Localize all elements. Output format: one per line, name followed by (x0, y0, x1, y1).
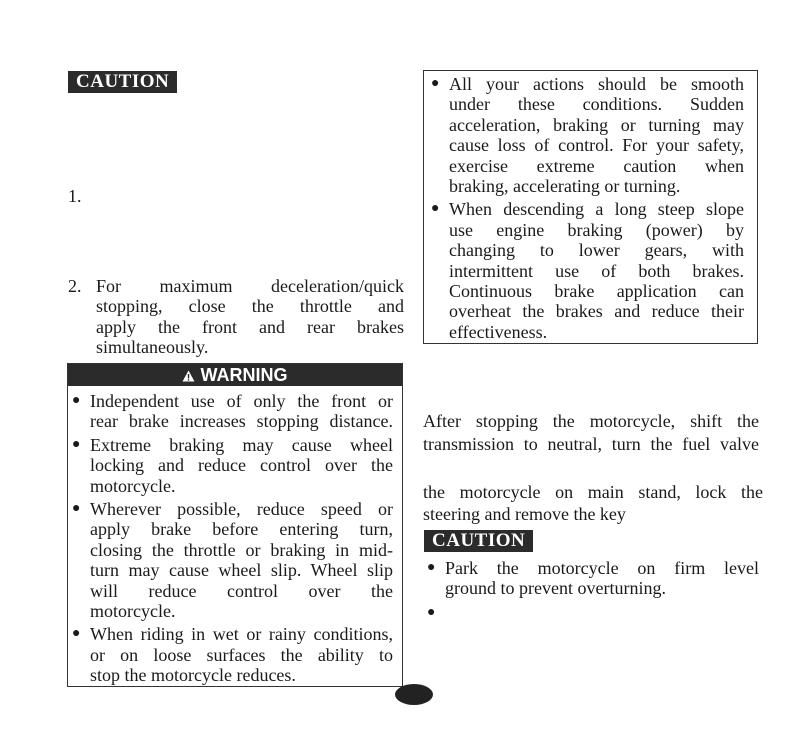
riding-tip-item: ● All your actions should be smooth under these conditions. Sudden acceleration, braking or turning may cause loss of control. For your safety, exercise extreme caution when braking, accelerating or turning. (431, 74, 744, 197)
parking-line: the motorcycle on main stand, lock the (423, 482, 763, 502)
bullet-icon: ● (72, 501, 81, 517)
warning-item: ● When riding in wet or rainy conditions, or on loose surfaces the ability to stop the motorcycle reduces. (72, 624, 393, 686)
bullet-icon: ● (431, 76, 440, 91)
caution-label-left: CAUTION (68, 71, 177, 93)
warning-triangle-icon (182, 370, 195, 382)
caution-label-right: CAUTION (424, 530, 533, 552)
parking-line: transmission to neutral, turn the fuel valve (423, 434, 759, 454)
warning-item: ● Wherever possible, reduce speed or apply brake before entering turn, closing the throttle or braking in mid- turn may cause wheel slip. Wheel slip will reduce control over the motorcycle. (72, 499, 393, 622)
parking-caution-item: ● Park the motorcycle on firm level ground to prevent overturning. (427, 558, 759, 599)
step-2-line: simultaneously. (96, 337, 209, 358)
step-1-number: 1. (68, 186, 82, 206)
step-2-text (96, 276, 404, 358)
warning-box (67, 363, 403, 687)
parking-text-top (423, 410, 759, 456)
step-2-line: For maximum deceleration/quick (96, 276, 404, 296)
bullet-icon: ● (427, 604, 436, 620)
parking-text-bottom (423, 481, 763, 525)
warning-list (68, 386, 402, 686)
parking-caution-list (423, 558, 759, 620)
riding-tip-item: ● When descending a long steep slope use engine braking (power) by changing to lower gears, with intermittent use of both brakes. Continuous brake application can overheat the brakes and reduce their effectiveness. (431, 199, 744, 342)
warning-title: WARNING (200, 365, 288, 385)
bullet-icon: ● (427, 560, 436, 575)
parking-line: After stopping the motorcycle, shift the (423, 411, 759, 431)
bullet-icon: ● (72, 393, 81, 408)
riding-tips-box (423, 70, 758, 344)
warning-header (68, 364, 402, 386)
bullet-icon: ● (431, 201, 440, 217)
bullet-icon: ● (72, 436, 81, 452)
step-2-line: stopping, close the throttle and (96, 296, 404, 317)
parking-line: steering and remove the key (423, 504, 626, 524)
step-2-line: apply the front and rear brakes (96, 316, 404, 337)
warning-item: ● Extreme braking may cause wheel locking and reduce control over the motorcycle. (72, 434, 393, 496)
warning-item: ● Independent use of only the front or rear brake increases stopping distance. (72, 391, 393, 432)
page-number-oval (395, 684, 433, 705)
riding-tips-list (424, 71, 757, 342)
step-2-number: 2. (68, 276, 82, 296)
bullet-icon: ● (72, 626, 81, 642)
